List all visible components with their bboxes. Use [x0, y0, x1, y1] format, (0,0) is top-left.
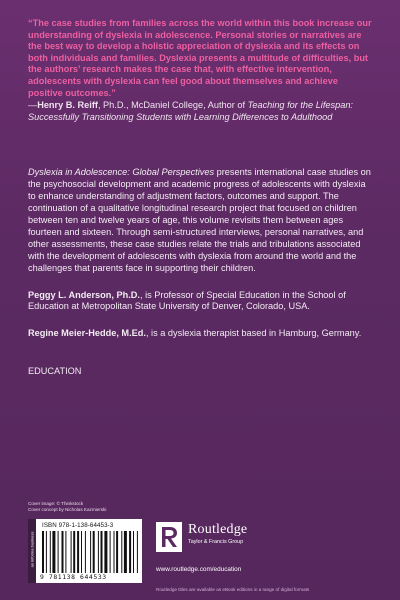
attribution-affiliation: , Ph.D., McDaniel College, Author of: [97, 100, 246, 111]
barcode-bar: [85, 531, 86, 573]
informa-strip: [28, 519, 36, 583]
attribution-book-title: Teaching for the Lifespan: Successfully Transitioning Students with Learning Differences to Adulthood: [28, 100, 353, 122]
barcode-bar: [73, 531, 75, 573]
barcode-bar: [110, 531, 111, 573]
book-title: Dyslexia in Adolescence: Global Perspectives: [28, 167, 215, 178]
barcode-bar: [50, 531, 51, 573]
barcode-bar: [137, 531, 138, 573]
barcode-bar: [133, 531, 134, 573]
barcode-bar: [114, 531, 115, 573]
barcode-bar: [104, 531, 107, 573]
attribution-name: Henry B. Reiff: [37, 100, 98, 111]
cover-text-column: [28, 18, 372, 376]
barcode-bar: [42, 531, 44, 573]
informa-text: an informa business: [29, 531, 35, 568]
barcode-bar: [129, 531, 131, 573]
author-bio-text-2: , is a dyslexia therapist based in Hamburg, Germany.: [145, 328, 362, 339]
cover-concept-credit: Cover concept by Nicholas Kazmierski: [28, 507, 107, 512]
book-description: [28, 167, 372, 274]
publisher-logo: [156, 520, 376, 560]
routledge-r-icon: [156, 522, 182, 552]
author-name-2: Regine Meier-Hedde, M.Ed.: [28, 328, 146, 339]
barcode-bar: [46, 531, 47, 573]
author-bio-1: [28, 290, 372, 314]
ebook-note: Routledge titles are available as eBook editions in a range of digital formats: [156, 587, 310, 592]
barcode-bar: [90, 531, 91, 573]
barcode-bar: [62, 531, 64, 573]
barcode-bar: [81, 531, 82, 573]
barcode-bar: [71, 531, 72, 573]
author-bio-2: [28, 328, 372, 340]
barcode-bar: [101, 531, 103, 573]
barcode-bar: [65, 531, 66, 573]
barcode-number: 9 781138 644533: [40, 573, 107, 581]
author-name-1: Peggy L. Anderson, Ph.D.: [28, 289, 140, 300]
subject-category: EDUCATION: [28, 366, 82, 377]
cover-image-credit: Cover image: © Thinkstock: [28, 501, 84, 506]
barcode-bar: [58, 531, 59, 573]
barcode-bar: [121, 531, 122, 573]
isbn-label: ISBN 978-1-138-64453-3: [42, 522, 114, 529]
publisher-url[interactable]: www.routledge.com/education: [156, 566, 242, 573]
barcode-bar: [124, 531, 127, 573]
barcode-bar: [93, 531, 95, 573]
barcode-icon: [42, 531, 138, 573]
attribution-dash: —: [28, 100, 38, 111]
description-text: presents international case studies on the psychosocial development and academic progress of adolescents with dyslexia to enhance understanding of adjustment factors, outcomes and support. The continuation of a qualitative longitudinal research project that focused on children between ten and twelve years of age, this volume revisits them between ages fourteen and sixteen. Through semi-structured interviews, personal narratives, and other assessments, these case studies relate the trials and tribulations associated with the development of adolescents with dyslexia from around the world and the challenges that parents face in supporting their children.: [28, 167, 371, 273]
publisher-name: Routledge: [188, 522, 248, 537]
author-bio-text-1: , is Professor of Special Education in the School of Education at Metropolitan State University of Denver, Colorado, USA.: [28, 289, 346, 312]
quote-attribution: [28, 100, 372, 123]
barcode-bar: [116, 531, 118, 573]
cover-credits: [28, 501, 106, 513]
barcode-panel: [28, 519, 142, 583]
barcode-bar: [52, 531, 55, 573]
barcode-bar: [98, 531, 99, 573]
barcode-bar: [77, 531, 79, 573]
publisher-group: Taylor & Francis Group: [188, 539, 244, 545]
endorsement-quote: “The case studies from families across the world within this book increase our understanding of dyslexia in adolescence. Personal stories or narratives are the best way to develop a holistic appreciation of dyslexia and its effects on both individuals and families. Dyslexia presents a multitude of difficulties, but the authors’ research makes the case that, with effective intervention, adolescents with dyslexia can feel good about themselves and achieve positive outcomes.”: [28, 18, 372, 98]
